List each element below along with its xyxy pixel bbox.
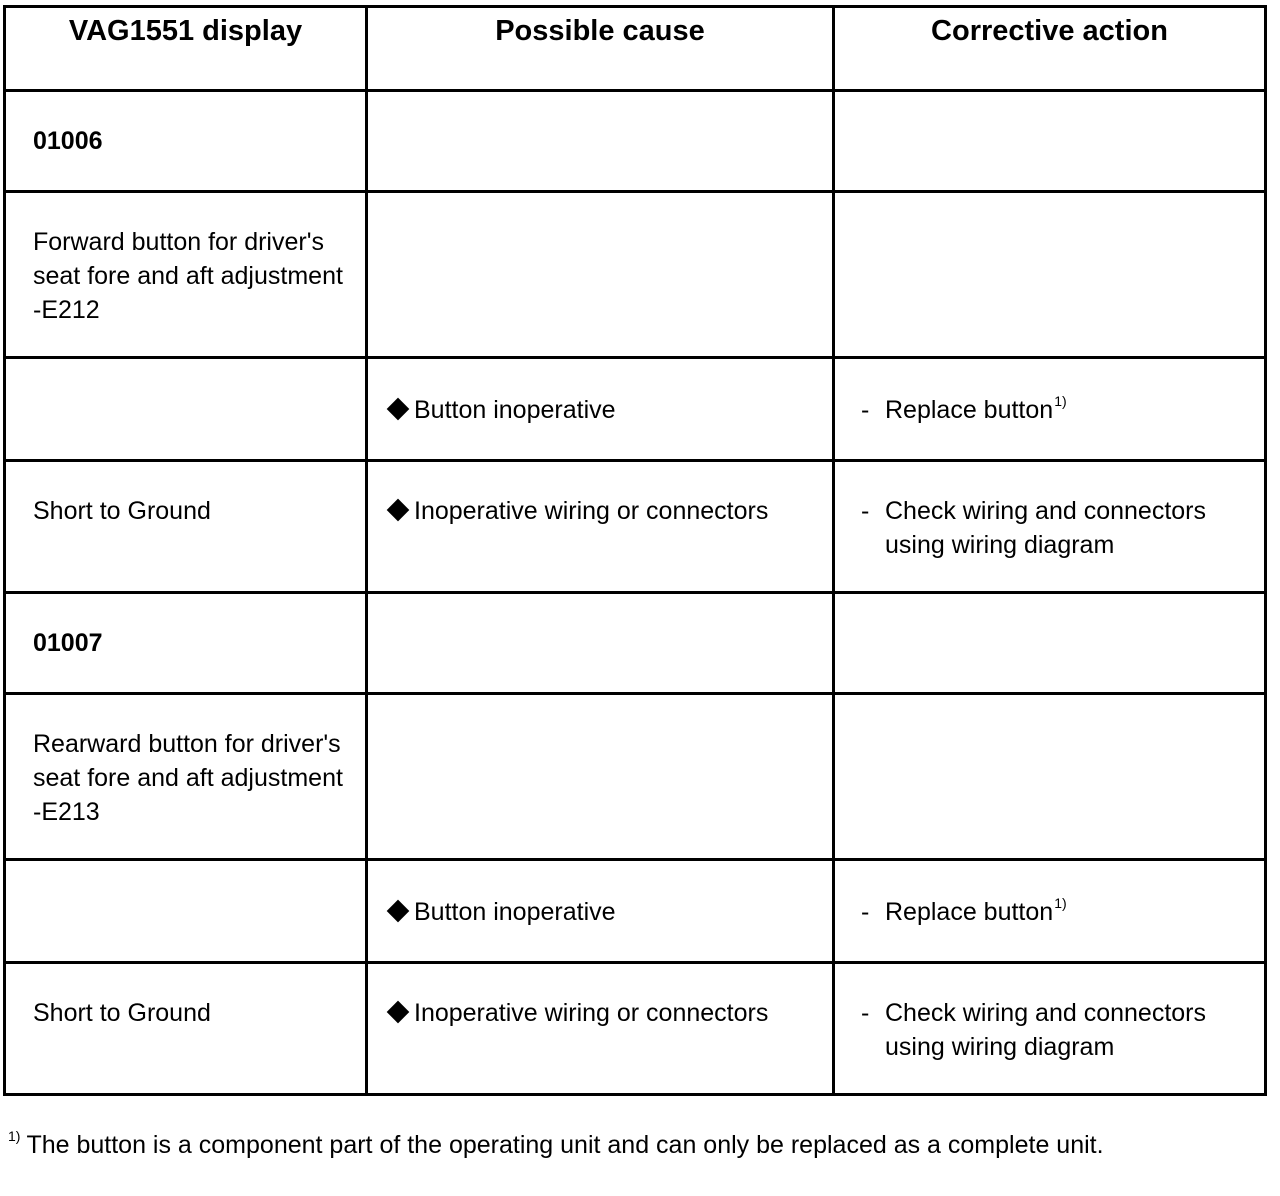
corrective-action-cell [834, 461, 1266, 593]
corrective-action-cell [834, 963, 1266, 1095]
corrective-action-text: Check wiring and connectors using wiring diagram [885, 497, 1206, 559]
table-row [5, 192, 1266, 358]
empty-cell [367, 593, 834, 694]
diagnosis-table [3, 5, 1267, 1096]
empty-cell [834, 593, 1266, 694]
corrective-action-cell [834, 860, 1266, 963]
table-row [5, 91, 1266, 192]
table-row [5, 358, 1266, 461]
footnote [8, 1128, 1148, 1163]
possible-cause-cell [367, 963, 834, 1095]
fault-type: Short to Ground [5, 963, 367, 1095]
dash-bullet: - [861, 898, 870, 926]
footnote-marker: 1) [8, 1128, 21, 1144]
empty-cell [834, 694, 1266, 860]
dash-bullet: - [861, 497, 870, 525]
header-vag1551-display: VAG1551 display [5, 7, 367, 91]
fault-code-text: 01006 [33, 127, 103, 155]
corrective-action-text: Replace button [885, 898, 1054, 926]
empty-cell [367, 91, 834, 192]
diamond-bullet-icon [387, 499, 410, 522]
footnote-text: The button is a component part of the operating unit and can only be replaced as a complete unit. [26, 1131, 1104, 1159]
possible-cause-text: Inoperative wiring or connectors [414, 999, 769, 1027]
possible-cause-cell [367, 860, 834, 963]
header-corrective-action: Corrective action [834, 7, 1266, 91]
table-row [5, 860, 1266, 963]
footnote-ref: 1) [1054, 393, 1067, 409]
possible-cause-cell [367, 461, 834, 593]
corrective-action-text: Replace button [885, 396, 1054, 424]
header-possible-cause: Possible cause [367, 7, 834, 91]
component-description: Forward button for driver's seat fore and aft adjustment -E212 [5, 192, 367, 358]
diamond-bullet-icon [387, 900, 410, 923]
empty-cell [834, 91, 1266, 192]
empty-cell [367, 694, 834, 860]
corrective-action-text: Check wiring and connectors using wiring diagram [885, 999, 1206, 1061]
diamond-bullet-icon [387, 398, 410, 421]
empty-cell [5, 358, 367, 461]
fault-code [5, 91, 367, 192]
table-row [5, 694, 1266, 860]
dash-bullet: - [861, 999, 870, 1027]
possible-cause-cell [367, 358, 834, 461]
dash-bullet: - [861, 396, 870, 424]
diamond-bullet-icon [387, 1001, 410, 1024]
empty-cell [367, 192, 834, 358]
fault-code-text: 01007 [33, 629, 103, 657]
possible-cause-text: Button inoperative [414, 898, 616, 926]
table-row [5, 593, 1266, 694]
corrective-action-cell [834, 358, 1266, 461]
component-description: Rearward button for driver's seat fore and aft adjustment -E213 [5, 694, 367, 860]
table-header-row [5, 7, 1266, 91]
table-row [5, 461, 1266, 593]
empty-cell [5, 860, 367, 963]
table-row [5, 963, 1266, 1095]
empty-cell [834, 192, 1266, 358]
fault-code [5, 593, 367, 694]
possible-cause-text: Inoperative wiring or connectors [414, 497, 769, 525]
possible-cause-text: Button inoperative [414, 396, 616, 424]
fault-type: Short to Ground [5, 461, 367, 593]
footnote-ref: 1) [1054, 895, 1067, 911]
